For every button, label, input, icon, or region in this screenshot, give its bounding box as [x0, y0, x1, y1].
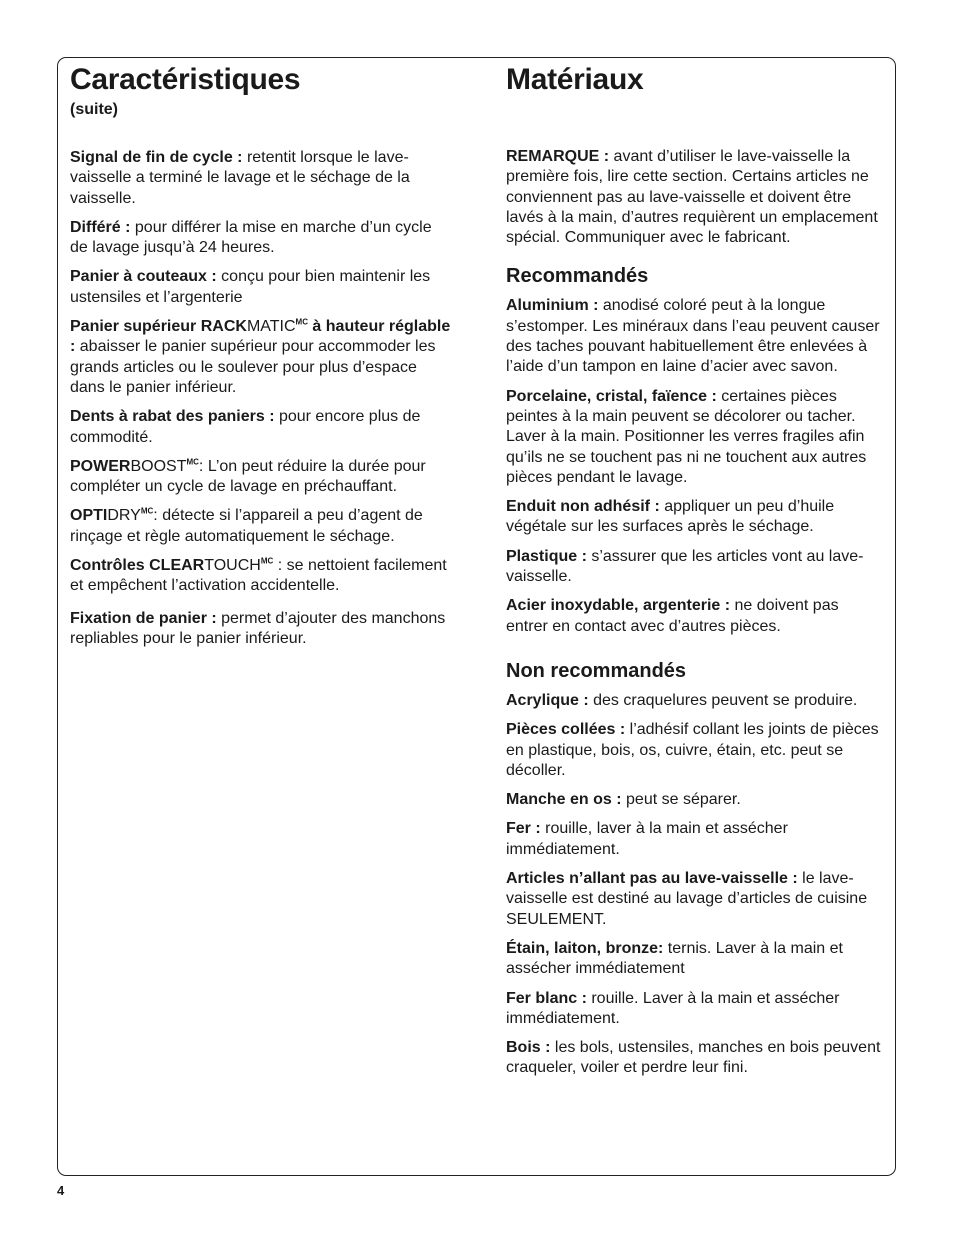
- recommended-item: Enduit non adhésif : appliquer un peu d’huile végétale sur les surfaces après le séchage.: [506, 498, 835, 536]
- recommended-heading: Recommandés: [506, 265, 649, 288]
- features-list: [70, 148, 452, 649]
- recommended-item: Aluminium : anodisé coloré peut à la longue s’estomper. Les minéraux dans l’eau peuvent causer des taches pouvant habituellement être enlevées à l’aide d’un tampon en laine d’acier avec savon.: [506, 297, 880, 376]
- not-recommended-item: Pièces collées : l’adhésif collant les joints de pièces en plastique, bois, os, cuivre, étain, etc. peut se décoller.: [506, 721, 879, 779]
- features-title: Caractéristiques: [70, 63, 301, 96]
- not-recommended-item: Manche en os : peut se séparer.: [506, 791, 741, 809]
- materials-title: Matériaux: [506, 63, 644, 96]
- materials-content: [506, 147, 884, 1079]
- features-column: [70, 60, 452, 658]
- not-recommended-item: Bois : les bols, ustensiles, manches en bois peuvent craqueler, voiler et perdre leur fini.: [506, 1039, 881, 1077]
- feature-rackmatic: Panier supérieur $RACKMATIC^{MC}$ à hauteur réglable : abaisser le panier supérieur pour accommoder les grands articles ou le soulever pour plus d’espace dans le panier inférieur.: [70, 317, 451, 396]
- feature-basket-clip: Fixation de panier : permet d’ajouter des manchons repliables pour le panier inférieur.: [70, 609, 446, 647]
- recommended-item: Acier inoxydable, argenterie : ne doivent pas entrer en contact avec d’autres pièces.: [506, 597, 839, 635]
- recommended-item: Plastique : s’assurer que les articles vont au lave-vaisselle.: [506, 547, 864, 586]
- feature-cleartouch: Contrôles $CLEARTOUCH^{MC}$ : se nettoient facilement et empêchent l’activation accidentelle.: [70, 556, 447, 595]
- feature-delay: Différé : pour différer la mise en marche d’un cycle de lavage jusqu’à 24 heures.: [70, 218, 432, 257]
- materials-note: REMARQUE : avant d’utiliser le lave-vaisselle la première fois, lire cette section. Certains articles ne conviennent pas au lave-vaisselle et doivent être lavés à la main, d’autres requièrent un emplacement spécial. Communiquer avec le fabricant.: [506, 148, 878, 247]
- feature-fold-tines: Dents à rabat des paniers : pour encore plus de commodité.: [70, 408, 421, 446]
- recommended-item: Porcelaine, cristal, faïence : certaines pièces peintes à la main peuvent se décolorer ou tacher. Laver à la main. Positionner les verres fragiles afin qu’ils ne se touchent pas ni ne touchent aux autres pièces pendant le lavage.: [506, 387, 867, 486]
- not-recommended-item: Articles n’allant pas au lave-vaisselle : le lave-vaisselle est destiné au lavage d’articles de cuisine SEULEMENT.: [506, 870, 868, 928]
- not-recommended-item: Étain, laiton, bronze: ternis. Laver à la main et assécher immédiatement: [506, 939, 843, 978]
- page-number: 4: [57, 1183, 65, 1198]
- not-recommended-item: Fer blanc : rouille. Laver à la main et assécher immédiatement.: [506, 989, 840, 1027]
- feature-knife-basket: Panier à couteaux : conçu pour bien maintenir les ustensiles et l’argenterie: [70, 268, 431, 306]
- feature-optidry: $OPTIDRY^{MC}$: détecte si l’appareil a peu d’agent de rinçage et règle automatiquement le séchage.: [70, 507, 423, 545]
- feature-end-signal: Signal de fin de cycle : retentit lorsque le lave-vaisselle a terminé le lavage et le séchage de la vaisselle.: [70, 149, 410, 207]
- feature-powerboost: $POWERBOOST^{MC}$: L’on peut réduire la durée pour compléter un cycle de lavage en préchauffant.: [70, 457, 426, 496]
- not-recommended-heading: Non recommandés: [506, 659, 687, 682]
- not-recommended-item: Acrylique : des craquelures peuvent se produire.: [506, 691, 858, 709]
- materials-column: [506, 60, 884, 1088]
- not-recommended-item: Fer : rouille, laver à la main et assécher immédiatement.: [506, 820, 788, 858]
- features-subtitle: (suite): [70, 101, 118, 118]
